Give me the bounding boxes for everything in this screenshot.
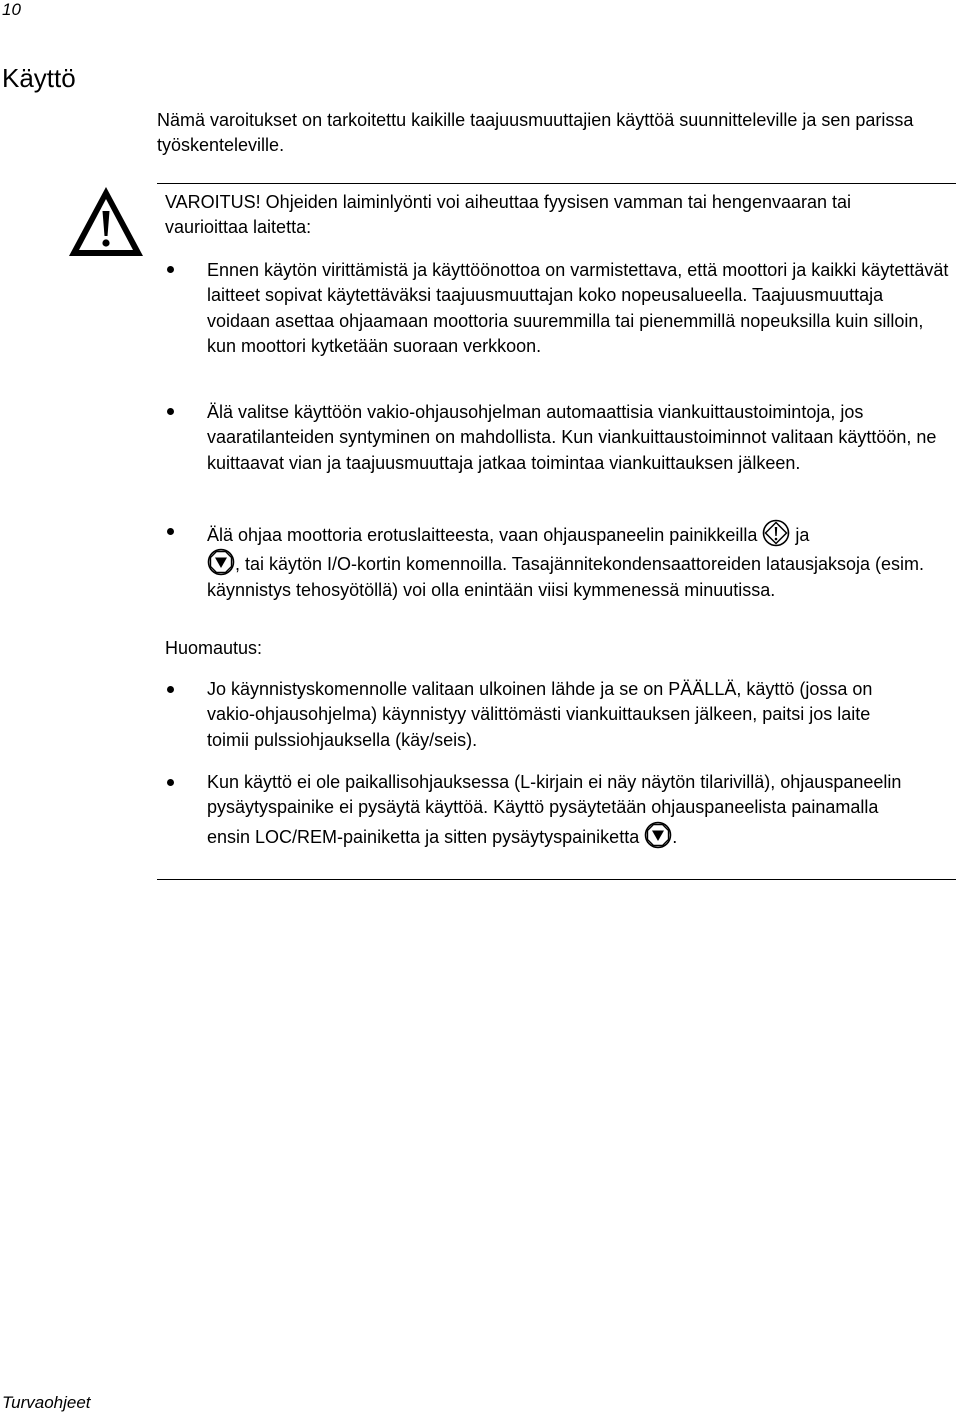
bullet-dot — [167, 408, 174, 415]
bullet-dot — [167, 686, 174, 693]
warning-item-text-part: ja — [795, 525, 810, 545]
note-item-text — [207, 770, 907, 850]
warning-item-text-part: , tai käytön I/O-kortin komennoilla. Tasajännitekondensaattoreiden latausjaksoja (esim. käynnistys tehosyötöllä) voi olla enintään viisi kymmenessä minuutissa. — [207, 554, 925, 600]
note-label: Huomautus: — [165, 638, 263, 658]
warning-item-text: Älä valitse käyttöön vakio-ohjausohjelman automaattisia viankuittaustoimintoja, jos vaaratilanteiden syntyminen on mahdollista. Kun viankuittaustoiminnot valitaan käyttöön, ne kuittaavat vian ja taajuusmuuttaja jatkaa toimintaa viankuittauksen jälkeen. — [207, 402, 937, 473]
warning-item-text: Ennen käytön virittämistä ja käyttöönottoa on varmistettava, että moottori ja kaikki käytettävät laitteet sopivat käytettäväksi taajuusmuuttajan koko nopeusalueella. Taajuusmuuttaja voidaan asettaa ohjaamaan moottoria suuremmilla tai pienemmillä nopeuksilla kuin silloin, kun moottori kytketään suoraan verkkoon. — [207, 260, 949, 356]
bullet-dot — [167, 779, 174, 786]
stop-button-icon — [207, 548, 235, 576]
warning-heading: VAROITUS! Ohjeiden laiminlyönti voi aiheuttaa fyysisen vamman tai hengenvaaran tai vaurioittaa laitetta: — [165, 192, 852, 237]
top-divider — [157, 183, 956, 184]
note-item-text: Jo käynnistyskomennolle valitaan ulkoinen lähde ja se on PÄÄLLÄ, käyttö (jossa on vakio-ohjausohjelma) käynnistyy välittömästi viankuittauksen jälkeen, paitsi jos laite toimii pulssiohjauksella (käy/seis). — [207, 679, 873, 750]
page-number: 10 — [2, 0, 21, 19]
warning-triangle-icon — [66, 184, 146, 260]
warning-item-text-part: Älä ohjaa moottoria erotuslaitteesta, vaan ohjauspaneelin painikkeilla — [207, 525, 758, 545]
section-title: Käyttö — [2, 63, 76, 93]
bullet-dot — [167, 528, 174, 535]
start-button-icon — [762, 519, 790, 547]
bullet-dot — [167, 266, 174, 273]
page-footer: Turvaohjeet — [2, 1393, 91, 1412]
note-item-text-part: . — [672, 826, 678, 847]
intro-paragraph: Nämä varoitukset on tarkoitettu kaikille taajuusmuuttajien käyttöä suunnitteleville ja sen parissa työskenteleville. — [157, 110, 914, 155]
warning-item-text — [207, 519, 937, 603]
stop-button-icon — [644, 821, 672, 849]
bottom-divider — [157, 879, 956, 880]
note-item-text-part: Kun käyttö ei ole paikallisohjauksessa (L-kirjain ei näy näytön tilarivillä), ohjauspaneelin pysäytyspainike ei pysäytä käyttöä. Käyttö pysäytetään ohjauspaneelista painamalla ensin LOC/REM-painiketta ja sitten pysäytyspainiketta — [207, 772, 902, 847]
